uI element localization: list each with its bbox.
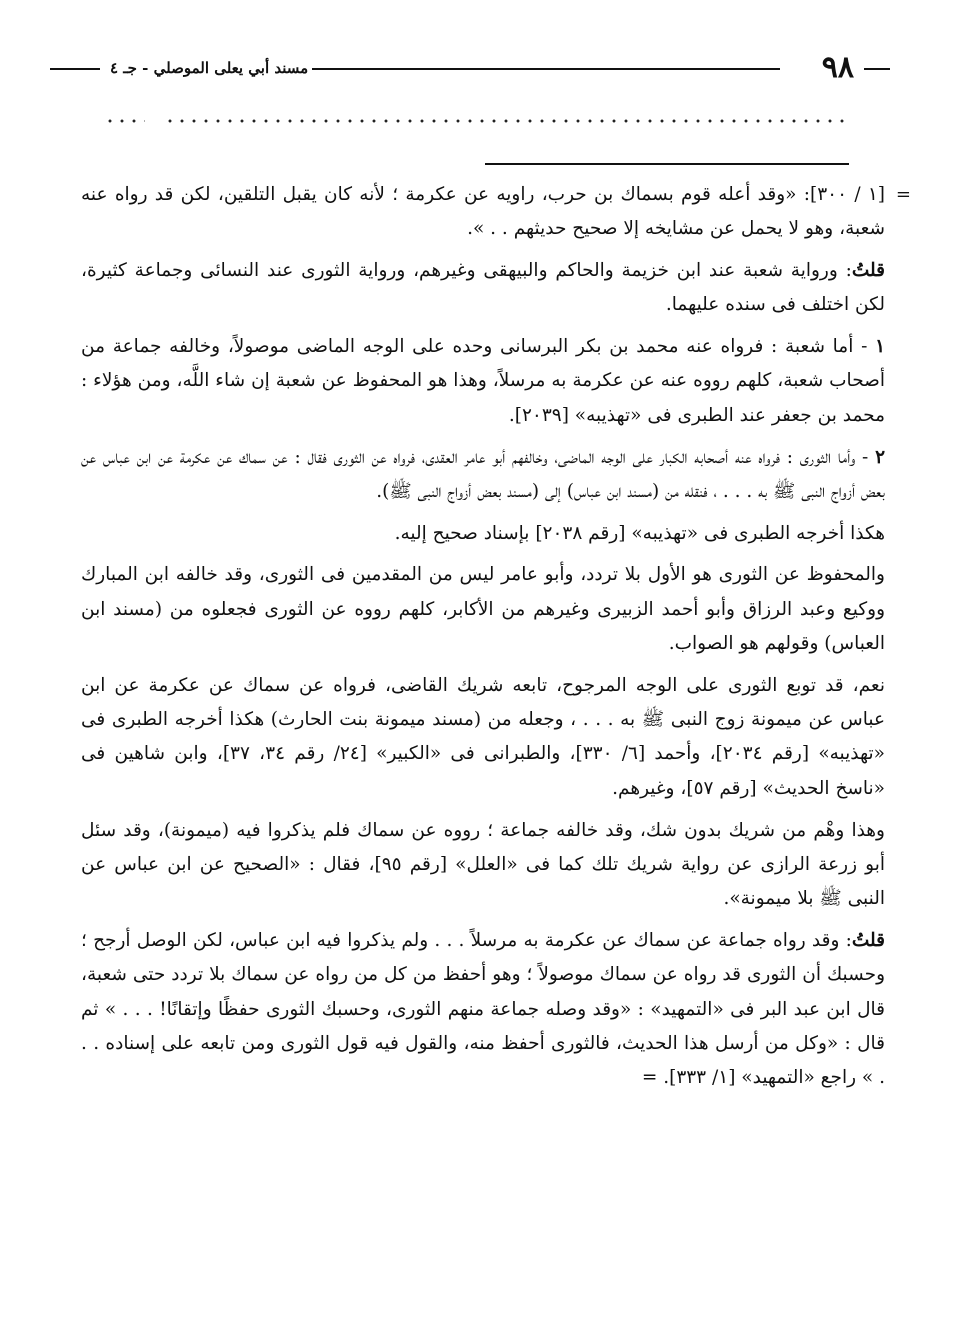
paragraph-text: : ورواية شعبة عند ابن خزيمة والحاكم والبيهقى وغيرهم، ورواية الثورى عند النسائى وجماعة كثيرة، لكن اختلف فى سنده عليهما. [81, 260, 885, 316]
paragraph [81, 441, 885, 510]
continuation-mark: = [895, 184, 911, 205]
paragraph-number: ١ [875, 336, 886, 358]
paragraph [81, 669, 885, 806]
footnote-rule [485, 163, 849, 165]
dotted-separator-gap [145, 114, 161, 128]
paragraph [81, 517, 885, 551]
header-dash [864, 68, 890, 70]
paragraph-number: ٢ [875, 446, 885, 468]
paragraph-text: : وقد رواه جماعة عن سماك عن عكرمة به مرسلاً . . . ولم يذكروا فيه ابن عباس، لكن الوصل أرجح ؛ وحسبك أن الثورى قد رواه عن سماك موصولاً ؛ وهو أحفظ من كل من رواه عن سماك بلا تردد حتى شعبة، قال ابن عبد البر فى «التمهيد» : «وقد وصله جماعة منهم الثورى، وحسبك الثورى حفظًا وإتقانًا! . . . » ثم قال : «وكل من أرسل هذا الحديث، فالثورى أحفظ منه، والقول فيه قول الثورى ومن تابعه على إسناده . . . » راجع «التمهيد» [١/ ٣٣٣]. = [81, 929, 885, 1089]
running-title: مسند أبي يعلى الموصلي - جـ ٤ [110, 59, 309, 77]
paragraph-text: - وأما الثورى : فرواه عنه أصحابه الكبار على الوجه الماضى، وخالفهم أبو عامر العقدى، فرواه عن الثورى فقال : عن سماك عن عكرمة عن ابن عباس عن بعض أزواج النبى ﷺ به . . . ، فنقله من (مسند ابن عباس) إلى (مسند بعض أزواج النبى ﷺ). [81, 446, 885, 502]
paragraph [81, 814, 885, 917]
page-number: ٩٨ [821, 50, 854, 85]
paragraph-lead: قلتُ [851, 929, 885, 951]
header-rule [312, 68, 780, 70]
paragraph [81, 330, 885, 433]
paragraph-text: نعم، قد توبع الثورى على الوجه المرجوح، تابعه شريك القاضى، فرواه عن سماك عن عكرمة عن ابن عباس عن ميمونة زوج النبى ﷺ به . . . ، وجعله من (مسند ميمونة بنت الحارث) هكذا أخرجه الطبرى فى «تهذيبه» [رقم ٢٠٣٤]، وأحمد [٦/ ٣٣٠]، والطبرانى فى «الكبير» [٢٤/ رقم ٣٤، ٣٧]، وابن شاهين فى «ناسخ الحديث» [رقم ٥٧]، وغيرهم. [81, 674, 885, 799]
footnote-text [81, 178, 911, 1103]
paragraph [81, 558, 885, 661]
paragraph-lead: قلتُ [851, 260, 885, 282]
paragraph-text: وهذا وهْم من شريك بدون شك، وقد خالفه جماعة ؛ رووه عن سماك فلم يذكروا فيه (ميمونة)، وقد سئل أبو زرعة الرازى عن رواية شريك تلك كما فى «العلل» [رقم ٩٥]، فقال : «الصحيح عن ابن عباس عن النبى ﷺ بلا ميمونة». [81, 819, 885, 910]
paragraph-text: [١ / ٣٠٠]: «وقد أعله قوم بسماك بن حرب، راويه عن عكرمة ؛ لأنه كان يقبل التلقين، لكن قد رواه عنه شعبة، وهو لا يحمل عن مشايخه إلا صحيح حديثهم . . ». [81, 184, 885, 240]
paragraph-text: والمحفوظ عن الثورى هو الأول بلا تردد، وأبو عامر ليس من المقدمين فى الثورى، وقد خالفه ابن المبارك ووكيع وعبد الرزاق وأبو أحمد الزبيرى وغيرهم من الأكابر، كلهم رووه عن الثورى فجعلوه من (مسند ابن العباس) وقولهم هو الصواب. [81, 564, 885, 655]
dotted-separator [104, 118, 848, 124]
running-header [50, 50, 890, 86]
header-dash [50, 68, 100, 70]
paragraph-text: هكذا أخرجه الطبرى فى «تهذيبه» [رقم ٢٠٣٨] بإسناد صحيح إليه. [394, 522, 885, 544]
paragraph [81, 924, 885, 1095]
paragraph-text: - أما شعبة : فرواه عنه محمد بن بكر البرسانى وحده على الوجه الماضى موصولاً، وخالفه جماعة من أصحاب شعبة، كلهم رووه عنه عن عكرمة به مرسلاً، وهذا هو المحفوظ عن شعبة إن شاء اللَّه، ومن هؤلاء : محمد بن جعفر عند الطبرى فى «تهذيبه» [٢٠٣٩]. [81, 336, 885, 426]
paragraph [81, 178, 911, 247]
paragraph [81, 254, 885, 323]
